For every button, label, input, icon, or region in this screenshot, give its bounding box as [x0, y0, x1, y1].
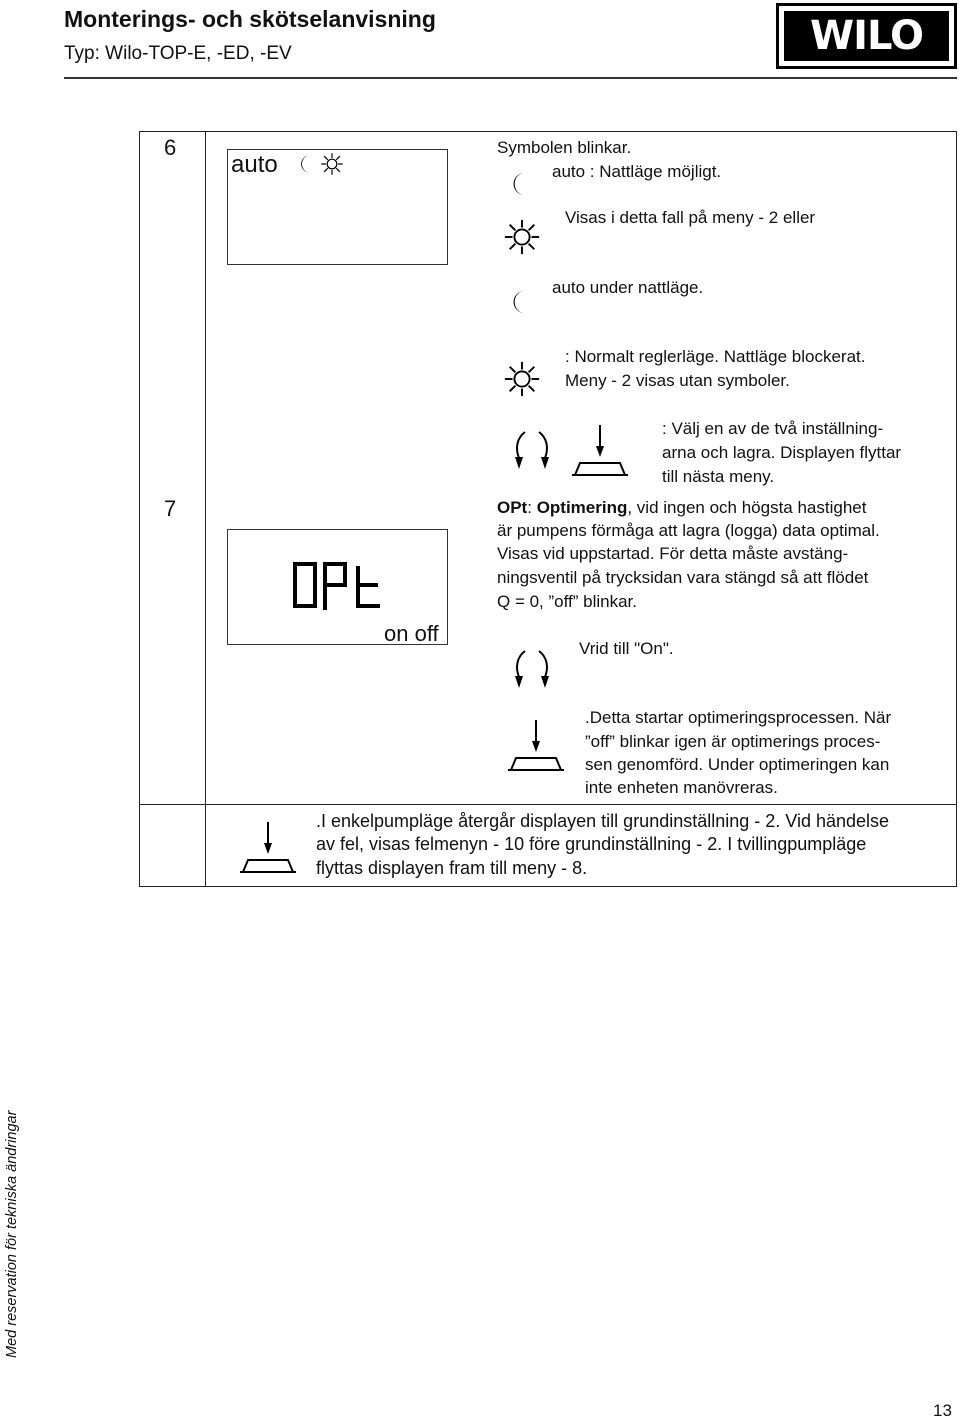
moon-icon	[507, 288, 535, 316]
document-subtitle: Typ: Wilo-TOP-E, -ED, -EV	[64, 43, 292, 64]
rotate-knob-icon	[507, 426, 557, 476]
start-optimization-text-4: inte enheten manövreras.	[585, 778, 778, 797]
start-optimization-text-2: ”off” blinkar igen är optimerings proces-	[585, 732, 881, 751]
step-number-6: 6	[164, 135, 177, 160]
reservation-sidebar	[0, 1082, 28, 1358]
lcd-display-opt	[227, 529, 448, 645]
start-optimization-text-1: .Detta startar optimeringsprocessen. När	[585, 708, 892, 727]
optimering-line-2: är pumpens förmåga att lagra (logga) data optimal.	[497, 521, 880, 540]
reservation-sidebar-text: Med reservation för tekniska ändringar	[4, 1110, 20, 1358]
optimering-line-1-rest: , vid ingen och högsta hastighet	[627, 498, 867, 517]
moon-icon	[507, 170, 535, 198]
sun-icon	[503, 218, 541, 256]
auto-night-text: auto : Nattläge möjligt.	[552, 162, 722, 181]
optimering-label: Optimering	[536, 498, 628, 517]
opt-label: OPt	[497, 498, 528, 517]
footer-note-line-2: av fel, visas felmenyn - 10 före grundinställning - 2. I tvillingpumpläge	[316, 834, 867, 854]
lcd-auto-text: auto	[231, 151, 278, 178]
page-number: 13	[933, 1401, 952, 1420]
table-column-divider-footer	[205, 805, 206, 887]
table-row-divider-right	[304, 804, 957, 805]
optimering-line-5: Q = 0, ”off” blinkar.	[497, 592, 638, 611]
lcd-opt-segments	[292, 560, 382, 614]
choose-setting-text-3: till nästa meny.	[662, 467, 775, 486]
sun-icon	[320, 152, 344, 176]
start-optimization-text-3: sen genomförd. Under optimeringen kan	[585, 755, 890, 774]
moon-icon	[296, 152, 318, 176]
normal-mode-text-1: : Normalt reglerläge. Nattläge blockerat.	[565, 347, 866, 366]
footer-note-line-3: flyttas displayen fram till meny - 8.	[316, 858, 588, 878]
sun-icon	[503, 360, 541, 398]
turn-to-on-text: Vrid till "On".	[579, 639, 674, 658]
shown-menu-text: Visas i detta fall på meny - 2 eller	[565, 208, 816, 227]
opt-separator: :	[527, 498, 537, 517]
optimering-line-3: Visas vid uppstartad. För detta måste avstäng-	[497, 544, 849, 563]
wilo-logo-text: WILO	[784, 11, 949, 61]
wilo-logo	[776, 3, 957, 69]
normal-mode-text-2: Meny - 2 visas utan symboler.	[565, 371, 790, 390]
press-button-icon	[508, 720, 564, 772]
lcd-on-off-text: on off	[384, 621, 439, 646]
press-button-icon	[240, 822, 296, 874]
optimering-line-4: ningsventil på trycksidan vara stängd så att flödet	[497, 568, 869, 587]
step-number-7: 7	[164, 496, 177, 521]
press-button-icon	[572, 425, 628, 477]
auto-under-text: auto under nattläge.	[552, 278, 704, 297]
document-title: Monterings- och skötselanvisning	[64, 6, 436, 32]
footer-note-line-1: .I enkelpumpläge återgår displayen till grundinställning - 2. Vid händelse	[316, 811, 890, 831]
rotate-knob-icon	[507, 645, 557, 695]
lcd-display-auto	[227, 149, 448, 265]
optimering-line-1	[497, 496, 866, 520]
choose-setting-text-2: arna och lagra. Displayen flyttar	[662, 443, 902, 462]
choose-setting-text-1: : Välj en av de två inställning-	[662, 419, 884, 438]
table-column-divider	[205, 131, 206, 805]
symbol-blinks-text: Symbolen blinkar.	[497, 138, 632, 157]
header-divider	[64, 77, 957, 79]
